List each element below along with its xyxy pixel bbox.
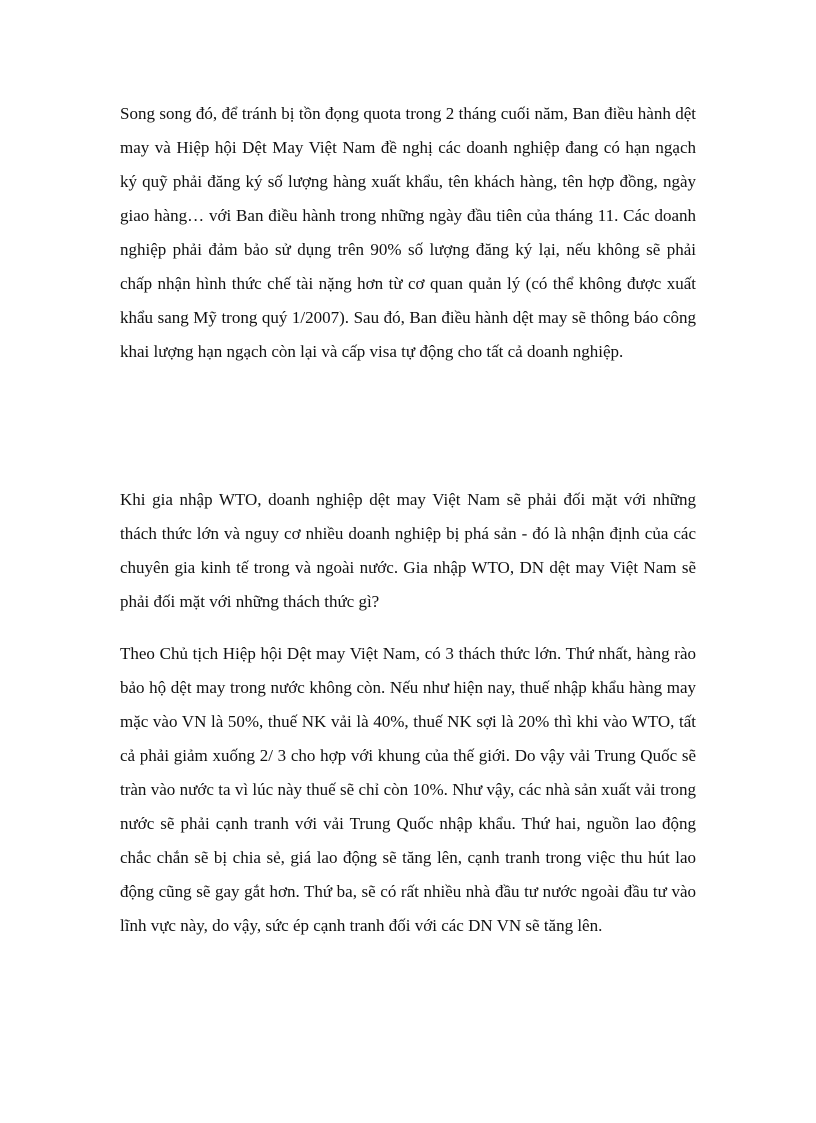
paragraph-wto-challenges-intro: Khi gia nhập WTO, doanh nghiệp dệt may Việt Nam sẽ phải đối mặt với những thách thức lớn và nguy cơ nhiều doanh nghiệp bị phá sản - đó là nhận định của các chuyên gia kinh tế trong và ngoài nước. Gia nhập WTO, DN dệt may Việt Nam sẽ phải đối mặt với những thách thức gì? [120,490,696,611]
paragraph-three-challenges: Theo Chủ tịch Hiệp hội Dệt may Việt Nam, có 3 thách thức lớn. Thứ nhất, hàng rào bảo hộ dệt may trong nước không còn. Nếu như hiện nay, thuế nhập khẩu hàng may mặc vào VN là 50%, thuế NK vải là 40%, thuế NK sợi là 20% thì khi vào WTO, tất cả phải giảm xuống 2/ 3 cho hợp với khung của thế giới. Do vậy vải Trung Quốc sẽ tràn vào nước ta vì lúc này thuế sẽ chỉ còn 10%. Như vậy, các nhà sản xuất vải trong nước sẽ phải cạnh tranh với vải Trung Quốc nhập khẩu. Thứ hai, nguồn lao động chắc chắn sẽ bị chia sẻ, giá lao động sẽ tăng lên, cạnh tranh trong việc thu hút lao động cũng sẽ gay gắt hơn. Thứ ba, sẽ có rất nhiều nhà đầu tư nước ngoài đầu tư vào lĩnh vực này, do vậy, sức ép cạnh tranh đối với các DN VN sẽ tăng lên. [120,644,696,935]
paragraph-quota-registration: Song song đó, để tránh bị tồn đọng quota trong 2 tháng cuối năm, Ban điều hành dệt may và Hiệp hội Dệt May Việt Nam đề nghị các doanh nghiệp đang có hạn ngạch ký quỹ phải đăng ký số lượng hàng xuất khẩu, tên khách hàng, tên hợp đồng, ngày giao hàng… với Ban điều hành trong những ngày đầu tiên của tháng 11. Các doanh nghiệp phải đảm bảo sử dụng trên 90% số lượng đăng ký lại, nếu không sẽ phải chấp nhận hình thức chế tài nặng hơn từ cơ quan quản lý (có thể không được xuất khẩu sang Mỹ trong quý 1/2007). Sau đó, Ban điều hành dệt may sẽ thông báo công khai lượng hạn ngạch còn lại và cấp visa tự động cho tất cả doanh nghiệp. [120,104,696,361]
